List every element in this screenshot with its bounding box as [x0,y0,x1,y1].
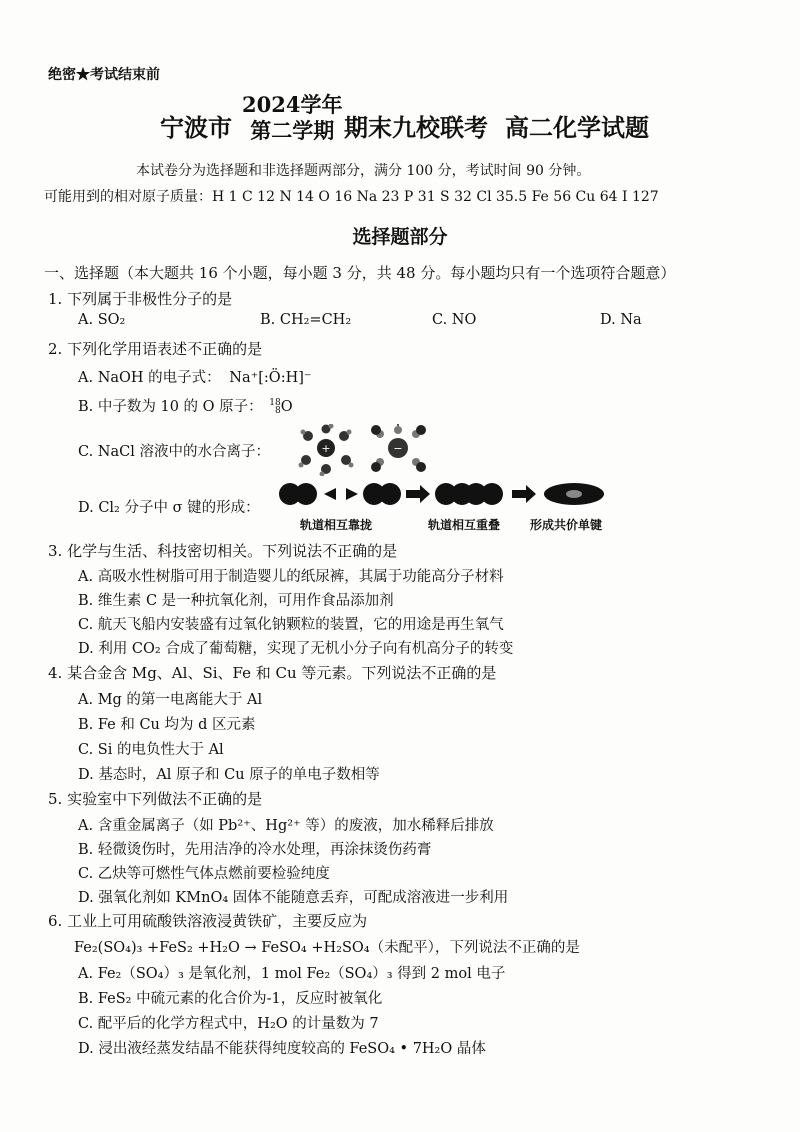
q3-option-d: D. 利用 CO₂ 合成了葡萄糖，实现了无机小分子向有机高分子的转变 [78,641,514,657]
title-city: 宁波市 [160,113,232,142]
q2-option-b [78,395,293,416]
q5-option-a: A. 含重金属离子（如 Pb²⁺、Hg²⁺ 等）的废液，加水稀释后排放 [78,818,494,834]
arrow-2 [512,485,536,503]
q3-stem: 3. 化学与生活、科技密切相关。下列说法不正确的是 [48,542,398,560]
hydrated-chloride-ion [371,424,426,472]
q6-option-c: C. 配平后的化学方程式中，H₂O 的计量数为 7 [78,1016,379,1032]
naoh-electron-formula: Na⁺[:Ö:H]⁻ [229,370,312,386]
exam-intro: 本试卷分为选择题和非选择题两部分，满分 100 分，考试时间 90 分钟。 [136,163,591,179]
q1-option-a: A. SO₂ [78,312,126,328]
mass-number: 18 [269,398,281,408]
q2-option-c: C. NaCl 溶液中的水合离子： [78,444,270,460]
caption-overlap: 轨道相互重叠 [428,518,501,532]
title-year: 2024学年 [242,92,343,117]
q4-option-a: A. Mg 的第一电离能大于 Al [78,692,263,708]
svg-text:−: − [393,442,403,455]
q1-option-c: C. NO [432,312,477,328]
arrow-1 [406,485,430,503]
title-subject: 高二化学试题 [505,113,649,142]
q5-stem: 5. 实验室中下列做法不正确的是 [48,790,263,808]
q1-option-b: B. CH₂=CH₂ [260,312,352,328]
q4-option-c: C. Si 的电负性大于 Al [78,742,224,758]
q2-option-d: D. Cl₂ 分子中 σ 键的形成： [78,500,260,516]
caption-approach: 轨道相互靠拢 [300,518,373,532]
q3-option-b: B. 维生素 C 是一种抗氧化剂，可用作食品添加剂 [78,593,394,609]
q4-option-d: D. 基态时，Al 原子和 Cu 原子的单电子数相等 [78,767,380,783]
q5-option-d: D. 强氧化剂如 KMnO₄ 固体不能随意丢弃，可配成溶液进一步利用 [78,890,509,906]
orbitals-approach [279,483,401,505]
atomic-masses: 可能用到的相对原子质量：H 1 C 12 N 14 O 16 Na 23 P 31 S 32 Cl 35.5 Fe 56 Cu 64 I 127 [44,189,659,205]
sigma-bond-figure [278,478,608,512]
q2-stem: 2. 下列化学用语表述不正确的是 [48,340,263,358]
q2-a-label: A. NaOH 的电子式： [78,370,221,386]
single-bond [544,483,604,505]
confidential-mark: 绝密★考试结束前 [48,67,160,83]
hydrated-sodium-ion [299,424,354,476]
title-term: 第二学期 [250,118,335,143]
atomic-number: 8 [274,406,281,416]
q5-option-b: B. 轻微烫伤时，先用洁净的冷水处理，再涂抹烫伤药膏 [78,842,432,858]
q1-option-d: D. Na [600,312,642,328]
caption-single-bond: 形成共价单键 [530,518,603,532]
title-main: 期末九校联考 [344,113,488,142]
q4-option-b: B. Fe 和 Cu 均为 d 区元素 [78,717,256,733]
q2-b-label: B. 中子数为 10 的 O 原子： [78,399,263,415]
q1-stem: 1. 下列属于非极性分子的是 [48,290,233,308]
q2-option-a [78,366,312,387]
q5-option-c: C. 乙炔等可燃性气体点燃前要检验纯度 [78,866,330,882]
q6-option-a: A. Fe₂（SO₄）₃ 是氧化剂，1 mol Fe₂（SO₄）₃ 得到 2 mol 电子 [78,966,506,982]
section-title: 选择题部分 [352,226,448,248]
q3-option-c: C. 航天飞船内安装盛有过氧化钠颗粒的装置，它的用途是再生氧气 [78,617,504,633]
q6-option-b: B. FeS₂ 中硫元素的化合价为-1，反应时被氧化 [78,991,383,1007]
q4-stem: 4. 某合金含 Mg、Al、Si、Fe 和 Cu 等元素。下列说法不正确的是 [48,664,497,682]
q6-stem: 6. 工业上可用硫酸铁溶液浸黄铁矿，主要反应为 [48,912,368,930]
hydrated-ions-figure [296,424,432,476]
nuclide-symbol: O [280,399,293,415]
svg-text:+: + [321,442,331,455]
part-heading: 一、选择题（本大题共 16 个小题，每小题 3 分，共 48 分。每小题均只有一个选项符合题意） [44,264,676,282]
q3-option-a: A. 高吸水性树脂可用于制造婴儿的纸尿裤，其属于功能高分子材料 [78,569,504,585]
q6-equation: Fe₂(SO₄)₃ +FeS₂ +H₂O → FeSO₄ +H₂SO₄（未配平），下列说法不正确的是 [74,940,580,956]
q6-option-d: D. 浸出液经蒸发结晶不能获得纯度较高的 FeSO₄ • 7H₂O 晶体 [78,1041,486,1057]
title-year-term [242,92,342,144]
orbitals-overlap [435,483,503,505]
nuclide-numbers [269,399,280,415]
